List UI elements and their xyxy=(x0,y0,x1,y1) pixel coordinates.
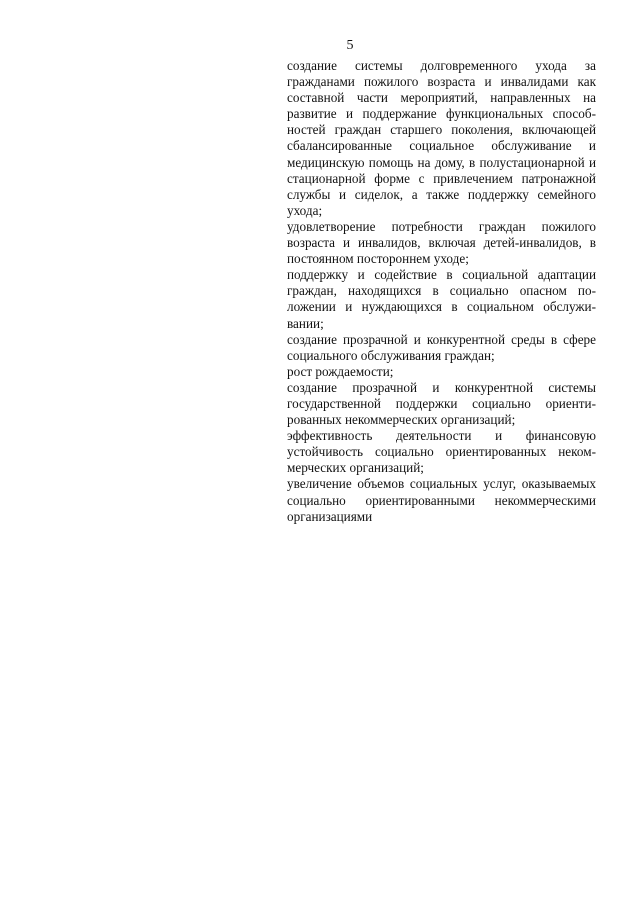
list-item: поддержку и содействие в социальной адаптации граждан, находящихся в социально опасном положении и нуждающихся в социальном обслуживании; xyxy=(287,267,596,331)
list-item: создание прозрачной и конкурентной системы государственной поддержки социально ориентированных некоммерческих организаций; xyxy=(287,379,596,428)
list-item: увеличение объемов социальных услуг, оказываемых социально ориентированными некоммерческими организациями xyxy=(287,476,596,524)
list-item: рост рождаемости; xyxy=(287,363,394,379)
list-item: удовлетворение потребности граждан пожилого возраста и инвалидов, включая детей-инвалидов, в постоянном постороннем уходе; xyxy=(287,218,596,267)
list-item: эффективность деятельности и финансовую устойчивость социально ориентированных некоммерческих организаций; xyxy=(287,428,596,476)
document-body xyxy=(287,58,596,525)
page-number: 5 xyxy=(346,38,354,53)
list-item: создание прозрачной и конкурентной среды в сфере социального обслуживания граждан; xyxy=(287,331,596,363)
list-item: создание системы долговременного ухода за гражданами пожилого возраста и инвалидами как составной части мероприятий, направленных на развитие и поддержание функциональных способностей граждан старшего поколения, включающей сбалансированные социальное обслуживание и медицинскую помощь на дому, в полустационарной и стационарной форме с привлечением патронажной службы и сиделок, а также поддержку семейного ухода; xyxy=(287,58,596,218)
